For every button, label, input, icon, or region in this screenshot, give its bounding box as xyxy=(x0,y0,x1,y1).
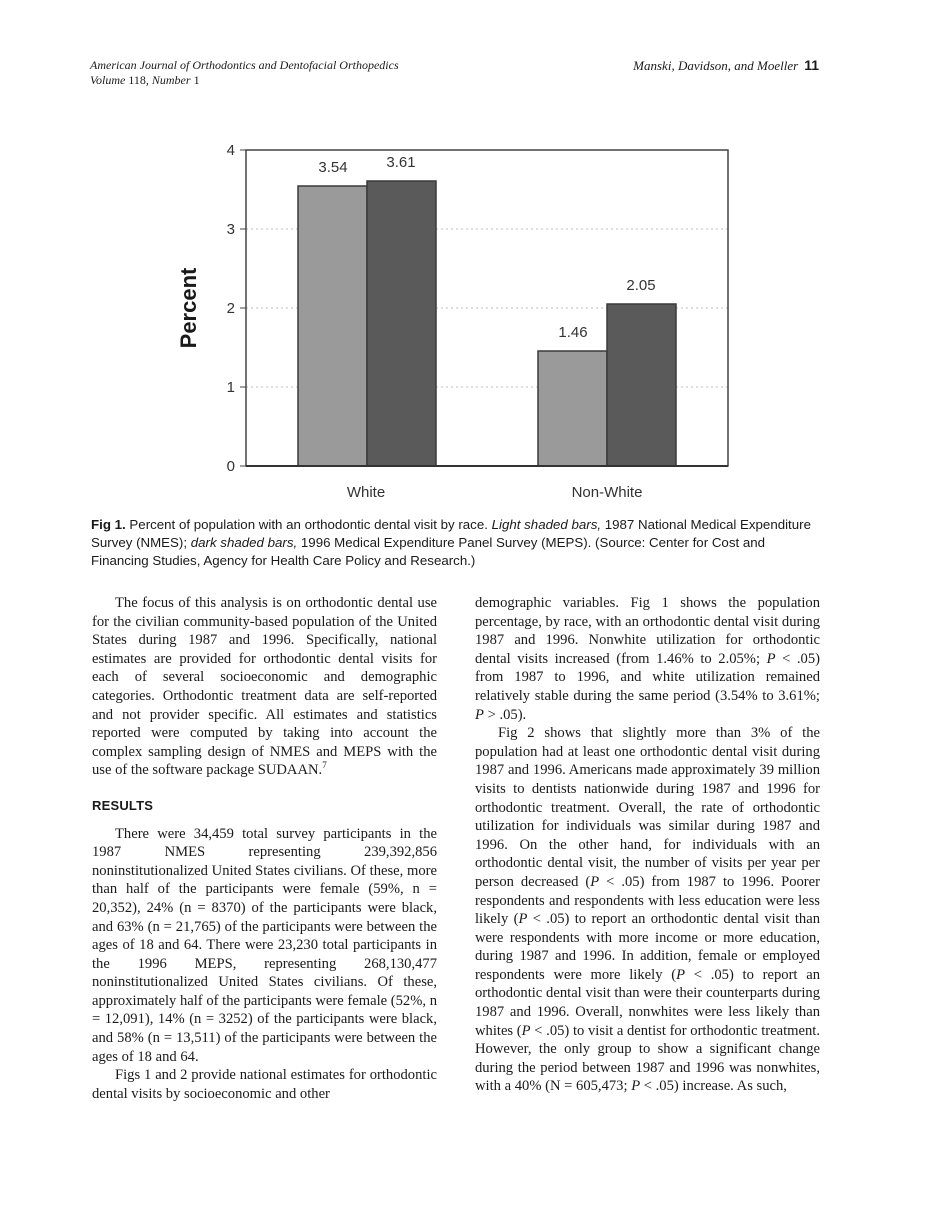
y-tick-labels xyxy=(227,142,235,475)
reference-superscript: 7 xyxy=(322,760,327,771)
bar-chart xyxy=(0,0,950,520)
svg-text:3.54: 3.54 xyxy=(318,159,348,176)
svg-text:0: 0 xyxy=(226,458,235,475)
bars xyxy=(298,181,676,466)
journal-title: American Journal of Orthodontics and Dentofacial Orthopedics xyxy=(90,58,399,72)
body-column-left xyxy=(92,594,437,1103)
figure-1-chart xyxy=(0,0,950,520)
svg-text:3: 3 xyxy=(226,221,235,238)
svg-text:2.05: 2.05 xyxy=(626,277,656,294)
paragraph: demographic variables. Fig 1 shows the population percentage, by race, with an orthodontic dental visit during 1987 and 1996. Nonwhite utilization for orthodontic dental visits increased (from 1.46% to 2.05%; P < .05) from 1987 to 1996, and white utilization remained relatively stable during the same period (3.54% to 3.61%; P > .05). xyxy=(475,595,820,723)
svg-text:4: 4 xyxy=(226,142,235,159)
paragraph: Fig 2 shows that slightly more than 3% of the population had at least one orthodontic dental visit during 1987 and 1996. Americans made approximately 39 million visits to dentists nationwide during 1987 and 1996 for orthodontic treatment. Overall, the rate of orthodontic utilization for individuals was similar during 1987 and 1996. On the other hand, for individuals with an orthodontic dental visit, the number of visits per year per person decreased (P < .05) from 1987 to 1996. Poorer respondents and respondents with less education were less likely (P < .05) to report an orthodontic dental visit than were respondents with more income or more education, during 1987 and 1996. In addition, female or employed respondents were more likely (P < .05) to report an orthodontic dental visit than were their counterparts during 1987 and 1996. Overall, nonwhites were less likely than whites (P < .05) to visit a dentist for orthodontic treatment. However, the only group to show a significant change during the period between 1987 and 1996 was nonwhites, with a 40% (N = 605,473; P < .05) increase. As such, xyxy=(475,725,820,1095)
paragraph: Figs 1 and 2 provide national estimates for orthodontic dental visits by socioeconomic and other xyxy=(92,1067,437,1102)
svg-text:1.46: 1.46 xyxy=(558,324,588,341)
bar-white-1996 xyxy=(367,181,436,466)
x-category-labels xyxy=(347,484,643,501)
bar-white-1987 xyxy=(298,186,367,466)
paragraph: The focus of this analysis is on orthodontic dental use for the civilian community-based population of the United States during 1987 and 1996. Specifically, national estimates are provided for orthodontic dental visits for each of several socioeconomic and demographic categories. Orthodontic treatment data are self-reported and not provider specific. All estimates and statistics reported were computed by taking into account the complex sampling design of NMES and MEPS with the use of the software package SUDAAN.$^7$ xyxy=(92,595,437,779)
figure-caption: Fig 1. Percent of population with an orthodontic dental visit by race. Light shaded bars, 1987 National Medical Expenditure Survey (NMES); dark shaded bars, 1996 Medical Expenditure Panel Survey (MEPS). (Source: Center for Cost and Financing Studies, Agency for Health Care Policy and Research.) xyxy=(91,517,811,568)
svg-text:2: 2 xyxy=(226,300,235,317)
authors: Manski, Davidson, and Moeller xyxy=(633,58,799,73)
svg-text:3.61: 3.61 xyxy=(386,154,416,171)
svg-text:White: White xyxy=(346,484,386,501)
svg-text:Non-White: Non-White xyxy=(571,484,643,501)
section-heading-results: RESULTS xyxy=(92,797,154,813)
journal-volume-issue: Volume 118, Number 1 xyxy=(90,73,200,87)
figure-label: Fig 1. xyxy=(91,517,126,532)
y-ticks xyxy=(240,150,246,466)
bar-nonwhite-1987 xyxy=(538,351,607,466)
page-number: 11 xyxy=(804,57,819,73)
paragraph: There were 34,459 total survey participants in the 1987 NMES representing 239,392,856 noninstitutionalized United States civilians. Of these, more than half of the participants were female (59%, n = 20,352), 24% (n = 8370) of the participants were black, and 63% (n = 21,765) of the participants were between the ages of 18 and 64. There were 23,230 total participants in the 1996 MEPS, representing 268,130,477 noninstitutionalized United States civilians. Of these, approximately half of the participants were female (52%, n = 12,091), 14% (n = 3252) of the participants were black, and 58% (n = 13,511) of the participants were between the ages of 18 and 64. xyxy=(92,825,437,1065)
y-axis-label: Percent xyxy=(176,267,201,349)
svg-text:1: 1 xyxy=(226,379,235,396)
bar-nonwhite-1996 xyxy=(607,304,676,466)
body-column-right xyxy=(475,594,820,1096)
